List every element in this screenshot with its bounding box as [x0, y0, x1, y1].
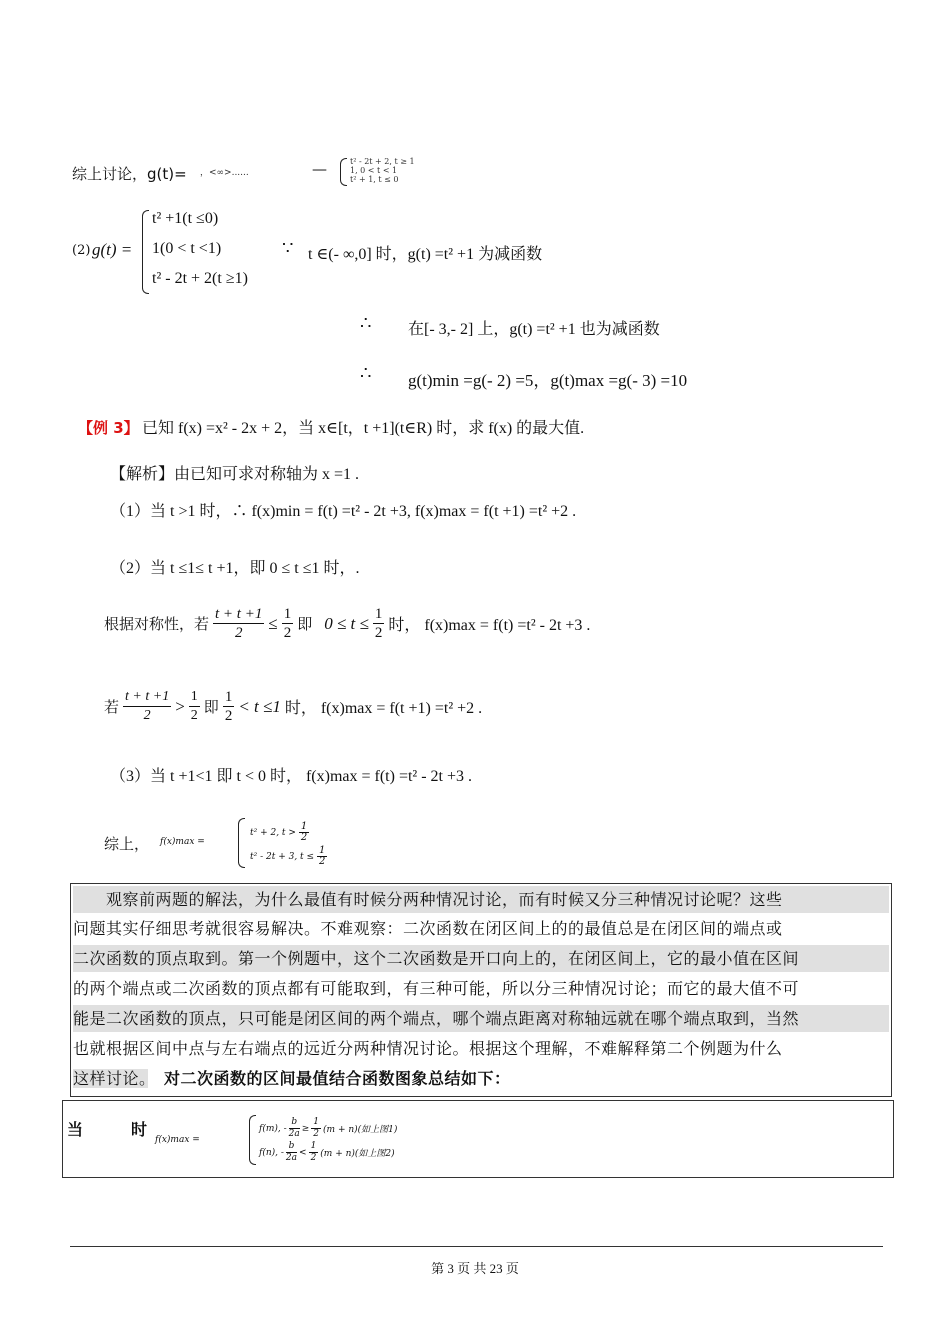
if2-line — [104, 688, 482, 725]
part2-func: g(t) = — [92, 240, 133, 259]
half-den-1: 2 — [283, 625, 292, 641]
summary-box-case-2-tail: (m + n)(如上图2) — [320, 1149, 395, 1159]
therefore-symbol-2: ∴ — [360, 363, 372, 384]
symmetry-fraction — [213, 605, 264, 642]
summary-box-case-2-text: f(n), - — [259, 1147, 284, 1158]
final-func: f(x)max = — [160, 837, 205, 847]
if2-suffix: 时， f(x)max = f(t +1) =t² +2 . — [284, 700, 483, 717]
if2-fraction-den: 2 — [143, 708, 151, 723]
box-two-2: 2 — [310, 1153, 317, 1163]
analysis-line-7-text: 这样讨论。 — [73, 1069, 148, 1088]
part2-case-3: t² - 2t + 2(t ≥1) — [152, 270, 248, 287]
if2-half-1 — [189, 688, 200, 725]
b-over-2a-2 — [286, 1141, 297, 1164]
analysis-line-4: 的两个端点或二次函数的顶点都有可能取到，有三种可能，所以分三种情况讨论；而它的最大值不可 — [73, 979, 800, 998]
final-case-2-half — [317, 846, 327, 867]
two-a-den-2: 2a — [285, 1153, 298, 1163]
analysis-line-3: 二次函数的顶点取到。第一个例题中，这个二次函数是开口向上的，在闭区间上，它的最小值在区间 — [73, 945, 889, 972]
symmetry-mid: 即 — [297, 615, 313, 633]
if2-half-2 — [223, 688, 235, 725]
summary-case-3: t² + 1, t ≤ 0 — [350, 175, 399, 184]
solution-case-3: （3）当 t +1<1 即 t < 0 时， f(x)max = f(t) =t² - 2t +3 . — [110, 768, 473, 785]
example3-tag: 【例 3】 — [78, 419, 139, 437]
box-one-1: 1 — [313, 1117, 320, 1127]
if2-half-den-1: 2 — [190, 708, 198, 723]
part2-label: (2) — [72, 243, 91, 258]
summary-brace — [340, 158, 347, 186]
summary-box-brace — [249, 1115, 256, 1165]
half-num-1: 1 — [283, 606, 292, 622]
final-half-den-1: 2 — [300, 832, 308, 843]
cmp-2: < — [299, 1147, 307, 1158]
footer-rule — [70, 1246, 883, 1247]
symmetry-line — [104, 605, 590, 642]
if2-range: < t ≤1 — [238, 696, 281, 716]
if2-fraction-num: t + t +1 — [123, 688, 171, 707]
cmp-1: ≥ — [301, 1123, 310, 1134]
example3-text: 已知 f(x) =x² - 2x + 2，当 x∈[t，t +1](t∈R) 时，求 f(x) 的最大值. — [142, 420, 585, 437]
summary-case-1: t² - 2t + 2, t ≥ 1 — [350, 157, 415, 166]
if2-half-num-2: 1 — [224, 689, 233, 705]
half-box-1 — [311, 1117, 321, 1140]
if2-fraction — [123, 688, 171, 725]
summary-box-case-1-tail: (m + n)(如上图1) — [323, 1125, 398, 1135]
b-num-1: b — [289, 1117, 300, 1129]
summary-func: f(x)max = — [155, 1135, 200, 1145]
analysis-line-2: 问题其实仔细思考就很容易解决。不难观察：二次函数在闭区间上的的最值总是在闭区间的端点或 — [73, 919, 783, 938]
summary-box-case-1-text: f(m), - — [259, 1123, 287, 1134]
final-half-num-2: 1 — [318, 845, 326, 856]
box-one-2: 1 — [310, 1141, 317, 1151]
solution-case-1: （1）当 t >1 时，∴ f(x)min = f(t) =t² - 2t +3, f(x)max = f(t +1) =t² +2 . — [110, 503, 577, 520]
if2-prefix: 若 — [104, 698, 120, 716]
symmetry-le: ≤ — [268, 613, 278, 633]
if2-mid: 即 — [203, 698, 219, 716]
summary-box-case-2 — [259, 1141, 395, 1164]
summary-time: 时 — [131, 1120, 148, 1139]
analysis-bold-tail: 对二次函数的区间最值结合函数图象总结如下： — [147, 1069, 511, 1088]
b-num-2: b — [286, 1141, 297, 1153]
symmetry-range: 0 ≤ t ≤ — [324, 613, 369, 633]
summary-box-case-1 — [259, 1117, 397, 1140]
final-case-1-text: t² + 2, t > — [250, 828, 296, 838]
half-den-2: 2 — [374, 625, 383, 641]
part2-case-1: t² +1(t ≤0) — [152, 210, 219, 227]
therefore-text-1: 在[- 3,- 2] 上，g(t) =t² +1 也为减函数 — [408, 321, 660, 338]
summary-label: 综上讨论，g(t)= — [72, 165, 187, 183]
symmetry-fraction-num: t + t +1 — [215, 606, 263, 622]
analysis-box — [70, 883, 892, 1097]
page-number: 第 3 页 共 23 页 — [431, 1261, 519, 1276]
summary-box — [62, 1100, 894, 1178]
if2-half-den-2: 2 — [224, 708, 233, 724]
final-case-1 — [250, 822, 309, 843]
solution-case-2: （2）当 t ≤1≤ t +1，即 0 ≤ t ≤1 时，. — [110, 560, 360, 577]
two-a-den-1: 2a — [288, 1129, 300, 1139]
half-num-2: 1 — [374, 606, 383, 622]
half-fraction-1 — [282, 605, 294, 642]
symmetry-fraction-den: 2 — [234, 625, 243, 641]
because-text: t ∈(- ∞,0] 时，g(t) =t² +1 为减函数 — [308, 246, 543, 263]
summary-when: 当 — [67, 1120, 84, 1139]
half-fraction-2 — [373, 605, 385, 642]
symmetry-suffix: 时， f(x)max = f(t) =t² - 2t +3 . — [388, 617, 591, 634]
final-brace — [238, 818, 245, 868]
if2-half-num-1: 1 — [189, 688, 200, 707]
dash: — — [312, 160, 327, 178]
final-half-den-2: 2 — [318, 856, 326, 867]
half-box-2 — [309, 1141, 319, 1164]
summary-case-2: 1, 0 < t < 1 — [350, 166, 398, 175]
because-symbol: ∵ — [282, 238, 294, 259]
garbled-formula: ，<∞>...... — [200, 168, 249, 178]
b-over-2a-1 — [289, 1117, 300, 1140]
part2-case-2: 1(0 < t <1) — [152, 240, 222, 257]
analysis-line-5: 能是二次函数的顶点，只可能是闭区间的两个端点，哪个端点距离对称轴远就在哪个端点取到，当然 — [73, 1005, 889, 1032]
symmetry-prefix: 根据对称性，若 — [104, 615, 210, 633]
therefore-symbol-1: ∴ — [360, 313, 372, 334]
analysis-line-6: 也就根据区间中点与左右端点的远近分两种情况讨论。根据这个理解，不难解释第二个例题为什么 — [73, 1039, 783, 1058]
final-case-2-text: t² - 2t + 3, t ≤ — [250, 852, 315, 862]
final-half-num-1: 1 — [300, 821, 308, 832]
if2-gt: > — [175, 696, 185, 716]
analysis-line-7 — [73, 1065, 889, 1092]
analysis-line-1: 观察前两题的解法，为什么最值有时候分两种情况讨论，而有时候又分三种情况讨论呢？这些 — [73, 886, 889, 913]
box-two-1: 2 — [313, 1129, 320, 1139]
final-case-2 — [250, 846, 327, 867]
final-case-1-half — [299, 822, 309, 843]
part2-brace — [142, 210, 149, 294]
therefore-text-2: g(t)min =g(- 2) =5，g(t)max =g(- 3) =10 — [408, 371, 688, 390]
final-prefix: 综上， — [104, 835, 150, 853]
solution-head: 【解析】由已知可求对称轴为 x =1 . — [110, 466, 360, 483]
summary-cases — [350, 157, 415, 184]
